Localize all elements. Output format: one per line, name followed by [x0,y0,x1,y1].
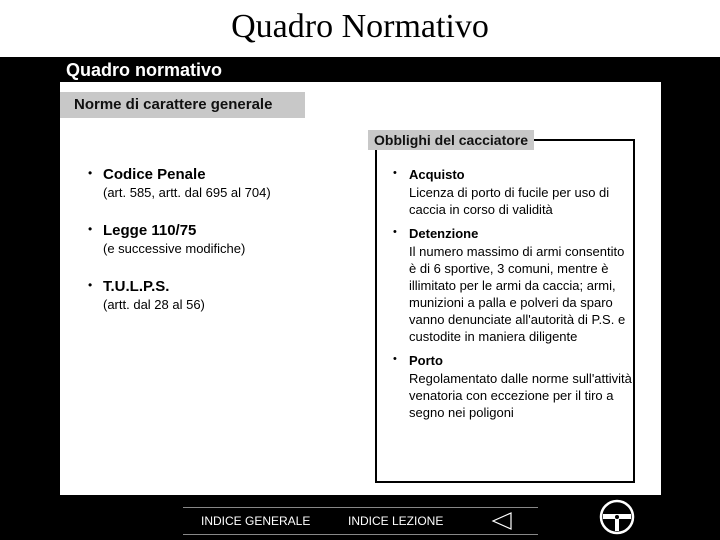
bullet: • [393,226,397,238]
item-body: Regolamentato dalle norme sull'attività venatoria con eccezione per il tiro a segno nei poligoni [409,371,632,420]
item-title: Acquisto [409,167,465,182]
footer-nav [183,507,538,535]
slide-title: Quadro Normativo [231,8,489,45]
section-tab: Norme di carattere generale [60,92,305,118]
slide-title-bar [0,0,720,57]
index-general-link[interactable]: INDICE GENERALE [201,514,311,528]
bullet: • [393,167,397,179]
content-panel [60,82,661,495]
emblem-icon [599,499,635,535]
item-title: Porto [409,353,443,368]
bullet: • [393,353,397,365]
item-body: Licenza di porto di fucile per uso di caccia in corso di validità [409,185,610,217]
bullet: • [88,278,93,292]
item-subtitle: (e successive modifiche) [103,241,246,256]
item-title: T.U.L.P.S. [103,278,170,295]
item-title: Codice Penale [103,166,206,183]
header-title: Quadro normativo [66,60,223,80]
item-body: Il numero massimo di armi consentito è di 6 sportive, 3 comuni, mentre è illimitato per le armi da caccia; armi, munizioni a palla e polveri da sparo vanno denunciate all'autorità di P.S. e custodite in maniera diligente [409,244,626,344]
back-arrow-icon[interactable] [491,512,513,530]
item-title: Detenzione [409,226,479,241]
bullet: • [88,222,93,236]
footer-divider [183,507,538,508]
obligations-box [375,139,635,483]
item-subtitle: (art. 585, artt. dal 695 al 704) [103,185,271,200]
bullet: • [88,166,93,180]
item-title: Legge 110/75 [103,222,197,239]
box-label: Obblighi del cacciatore [368,130,534,150]
item-subtitle: (artt. dal 28 al 56) [103,297,205,312]
footer-divider [183,534,538,535]
index-lesson-link[interactable]: INDICE LEZIONE [348,514,444,528]
